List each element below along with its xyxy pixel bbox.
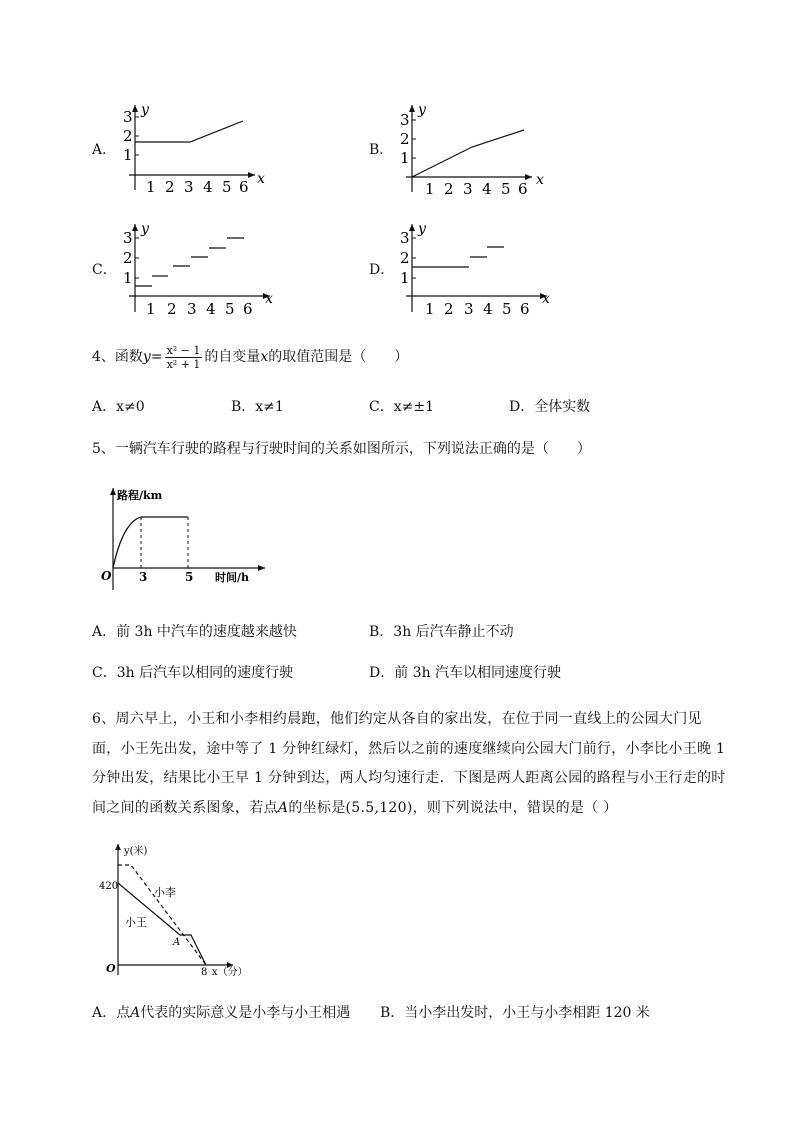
y-tick-1: 1 [400,269,410,287]
x-tick-1: 1 [425,180,435,195]
q6-option-b: B．当小李出发时，小王与小李相距 120 米 [380,1005,650,1021]
graph-c-steps [135,238,244,286]
q4-option-c: C．x≠±1 [369,399,434,415]
x-tick-2: 2 [444,300,454,315]
x-tick-6: 6 [239,178,249,195]
x-tick-2: 2 [165,178,175,195]
q5-option-b: B．3h 后汽车静止不动 [369,624,514,640]
q6-option-a [92,1003,350,1023]
x-tick-6: 6 [518,180,528,195]
q4-numerator: x² − 1 [166,343,201,357]
q6-line-4 [92,797,618,817]
y-tick-3: 3 [400,111,410,129]
x-tick-1: 1 [425,300,435,315]
x-tick-5: 5 [501,180,511,195]
graph-b-line [412,130,524,177]
x-tick-1: 1 [146,300,156,315]
graph-c [115,218,275,315]
option-b-label: B． [369,142,394,158]
q6-x-label: x（分） [212,967,248,978]
q6-graph [98,840,258,980]
q6-point-a-label: A [173,937,181,948]
question-5-stem: 5、一辆汽车行驶的路程与行驶时间的关系如图所示，下列说法正确的是（ ） [92,441,591,457]
q4-option-a: A．x≠0 [92,399,145,415]
x-axis-label: x [542,291,550,307]
x-axis-arrow [258,565,265,571]
q6-line-3: 分钟出发，结果比小王早 1 分钟到达，两人均匀速行走．下图是两人距离公园的路程与小王行走的时 [92,770,726,786]
graph-a-line [135,121,243,142]
x-tick-6: 6 [520,300,530,315]
y-tick-3: 3 [123,108,133,126]
question-4-stem [92,340,408,374]
q5-option-c: C．3h 后汽车以相同的速度行驶 [92,665,294,681]
y-axis-arrow [110,488,116,495]
q6-line-1: 6、周六早上，小王和小李相约晨跑，他们约定从各自的家出发，在位于同一直线上的公园大门见 [92,711,702,727]
q6-y-label: y(米) [124,846,148,857]
q4-y-eq: y= [142,349,163,365]
y-tick-2: 2 [400,249,410,267]
q4-denominator: x² + 1 [166,357,201,371]
q4-suffix-1: 的自变量 [204,349,261,365]
x-axis-label: x [536,172,544,188]
y-tick-2: 2 [400,130,410,148]
q5-option-d: D．前 3h 汽车以相同速度行驶 [369,665,562,681]
q5-y-label: 路程/km [117,489,163,502]
q6-option-a-2: 代表的实际意义是小李与小王相遇 [140,1005,351,1021]
q4-option-b: B．x≠1 [231,399,284,415]
q4-fraction [165,344,203,371]
x-tick-1: 1 [146,178,156,195]
y-axis-label: y [141,221,149,237]
q6-line-4-a: 间之间的函数关系图象，若点 [92,800,278,816]
q6-label-wang: 小王 [125,916,147,929]
q6-origin: O [106,962,116,975]
q6-line-4-b: 的坐标是(5.5,120)，则下列说法中，错误的是（ ） [288,800,618,816]
graph-d-steps [412,247,504,267]
y-tick-1: 1 [400,149,410,167]
y-tick-2: 2 [123,249,133,267]
x-tick-4: 4 [206,300,216,315]
x-tick-2: 2 [444,180,454,195]
x-tick-3: 3 [187,300,197,315]
q5-curve [113,517,141,568]
x-tick-5: 5 [222,178,232,195]
option-d-label: D． [369,262,395,278]
option-c-label: C． [92,262,117,278]
x-tick-5: 5 [225,300,235,315]
q6-line-li [118,865,206,965]
x-tick-4: 4 [203,178,213,195]
q4-option-d: D．全体实数 [509,399,591,415]
q4-suffix-2: 的取值范围是（ ） [268,349,409,365]
q6-line-4-var: A [277,800,289,816]
graph-b [392,100,552,195]
q5-option-a: A．前 3h 中汽车的速度越来越快 [92,624,297,640]
x-tick-6: 6 [243,300,253,315]
y-axis-arrow [132,105,138,112]
q6-line-2: 面，小王先出发，途中等了 1 分钟红绿灯，然后以之前的速度继续向公园大门前行，小李比小王晚 1 [92,741,726,757]
q5-x-label: 时间/h [215,571,250,584]
x-axis-arrow [248,172,255,178]
y-tick-1: 1 [123,269,133,287]
x-tick-4: 4 [483,300,493,315]
q4-prefix: 4、函数 [92,349,143,365]
q6-option-a-1: A．点 [92,1005,131,1021]
option-a-label: A． [92,142,117,158]
q5-graph [95,482,270,594]
graph-a [115,100,275,195]
x-tick-3: 3 [463,180,473,195]
q6-option-a-var: A [130,1005,141,1021]
graph-d [392,218,552,315]
y-tick-3: 3 [123,229,133,247]
x-axis-label: x [265,291,273,307]
q6-label-li: 小李 [154,886,176,899]
x-tick-3: 3 [464,300,474,315]
y-axis-arrow [115,844,121,850]
y-tick-2: 2 [123,127,133,145]
y-axis-label: y [418,102,426,118]
y-tick-3: 3 [400,229,410,247]
x-tick-3: 3 [184,178,194,195]
y-axis-label: y [141,102,149,118]
y-tick-1: 1 [123,146,133,164]
q5-tick-3: 3 [139,570,148,584]
x-axis-label: x [257,171,265,187]
x-tick-2: 2 [167,300,177,315]
q6-tick-8: 8 [201,967,208,978]
y-axis-label: y [418,221,426,237]
q4-var: x [260,349,269,365]
q5-tick-5: 5 [185,570,194,584]
q5-origin: O [101,569,112,583]
q6-tick-420: 420 [99,881,119,892]
x-tick-5: 5 [502,300,512,315]
x-tick-4: 4 [482,180,492,195]
